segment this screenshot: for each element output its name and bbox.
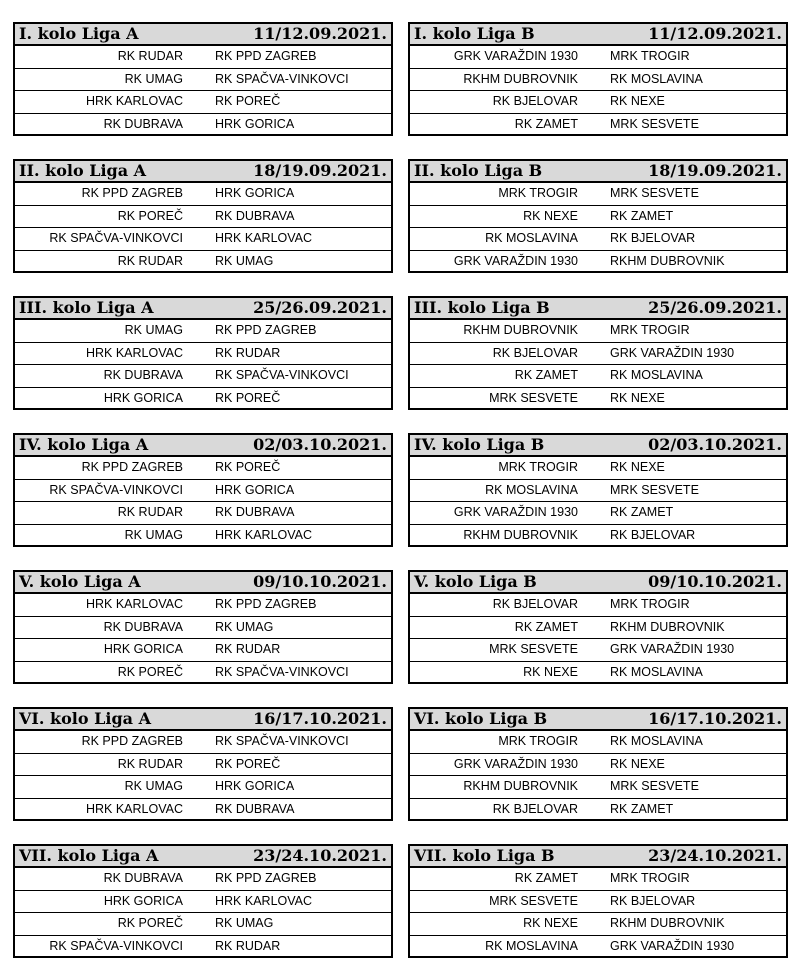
away-team: MRK SESVETE xyxy=(610,186,699,200)
away-team: RK MOSLAVINA xyxy=(610,734,703,748)
fixture-block-liga-b-1 xyxy=(408,22,788,136)
match-row xyxy=(410,343,786,366)
away-team: RK NEXE xyxy=(610,756,665,771)
match-row xyxy=(410,46,786,69)
away-team: MRK SESVETE xyxy=(610,779,699,793)
round-title: VII. kolo Liga B xyxy=(414,846,555,865)
away-team: RK BJELOVAR xyxy=(610,527,696,542)
away-team: RK RUDAR xyxy=(215,642,281,656)
match-row xyxy=(15,662,391,685)
home-team: HRK KARLOVAC xyxy=(85,801,183,816)
home-team: HRK GORICA xyxy=(103,390,183,405)
home-team: RK POREČ xyxy=(117,916,183,930)
round-title: V. kolo Liga B xyxy=(414,572,537,591)
away-team: RK PPD ZAGREB xyxy=(215,49,317,63)
home-team: RK BJELOVAR xyxy=(492,345,578,360)
match-row xyxy=(15,457,391,480)
away-team: RK MOSLAVINA xyxy=(610,71,703,86)
home-team: RK NEXE xyxy=(523,208,578,223)
away-team: RK BJELOVAR xyxy=(610,893,696,908)
match-row xyxy=(15,46,391,69)
match-row xyxy=(410,480,786,503)
home-team: RK ZAMET xyxy=(514,368,578,382)
match-row xyxy=(410,183,786,206)
away-team: RK SPAČVA-VINKOVCI xyxy=(215,368,349,382)
match-row xyxy=(410,617,786,640)
round-date: 16/17.10.2021. xyxy=(648,709,782,728)
home-team: MRK SESVETE xyxy=(489,642,578,656)
away-team: MRK TROGIR xyxy=(610,871,690,885)
match-row xyxy=(15,320,391,343)
round-date: 02/03.10.2021. xyxy=(648,435,782,454)
away-team: MRK TROGIR xyxy=(610,323,690,337)
match-row xyxy=(410,91,786,114)
fixture-block-liga-b-3 xyxy=(408,296,788,410)
away-team: RK SPAČVA-VINKOVCI xyxy=(215,71,349,86)
home-team: RK UMAG xyxy=(124,323,183,337)
home-team: HRK GORICA xyxy=(103,893,183,908)
match-row xyxy=(410,365,786,388)
round-title: II. kolo Liga A xyxy=(19,161,147,180)
round-title: VI. kolo Liga B xyxy=(414,709,548,728)
match-row xyxy=(410,114,786,137)
away-team: RK NEXE xyxy=(610,390,665,405)
match-row xyxy=(15,936,391,959)
fixture-block-liga-b-4 xyxy=(408,433,788,547)
home-team: RK DUBRAVA xyxy=(103,871,183,885)
match-row xyxy=(410,388,786,411)
match-row xyxy=(15,868,391,891)
round-title: IV. kolo Liga A xyxy=(19,435,149,454)
round-header xyxy=(15,435,391,457)
round-title: II. kolo Liga B xyxy=(414,161,543,180)
away-team: RK ZAMET xyxy=(610,801,674,816)
round-header xyxy=(410,298,786,320)
home-team: GRK VARAŽDIN 1930 xyxy=(453,253,578,268)
away-team: RK NEXE xyxy=(610,460,665,474)
round-title: VI. kolo Liga A xyxy=(19,709,151,728)
match-row xyxy=(15,502,391,525)
round-date: 02/03.10.2021. xyxy=(253,435,387,454)
away-team: RK POREČ xyxy=(215,756,281,771)
fixture-block-liga-a-7 xyxy=(13,844,393,958)
home-team: RK DUBRAVA xyxy=(103,619,183,634)
away-team: MRK SESVETE xyxy=(610,482,699,497)
match-row xyxy=(410,776,786,799)
round-header xyxy=(15,161,391,183)
home-team: MRK TROGIR xyxy=(498,186,578,200)
match-row xyxy=(410,525,786,548)
match-row xyxy=(410,502,786,525)
round-title: III. kolo Liga A xyxy=(19,298,154,317)
home-team: GRK VARAŽDIN 1930 xyxy=(453,49,578,63)
match-row xyxy=(15,69,391,92)
round-header xyxy=(15,572,391,594)
home-team: RK ZAMET xyxy=(514,619,578,634)
home-team: RK DUBRAVA xyxy=(103,368,183,382)
match-row xyxy=(15,183,391,206)
home-team: RK MOSLAVINA xyxy=(485,231,578,245)
away-team: RK DUBRAVA xyxy=(215,208,295,223)
match-row xyxy=(15,480,391,503)
home-team: RK RUDAR xyxy=(117,253,183,268)
round-date: 23/24.10.2021. xyxy=(253,846,387,865)
home-team: RKHM DUBROVNIK xyxy=(463,779,578,793)
round-header xyxy=(410,161,786,183)
round-title: IV. kolo Liga B xyxy=(414,435,545,454)
match-row xyxy=(15,594,391,617)
home-team: RK MOSLAVINA xyxy=(485,482,578,497)
match-row xyxy=(410,662,786,685)
round-header xyxy=(15,298,391,320)
away-team: RK NEXE xyxy=(610,94,665,108)
round-header xyxy=(410,846,786,868)
round-date: 09/10.10.2021. xyxy=(253,572,387,591)
home-team: RK SPAČVA-VINKOVCI xyxy=(49,231,183,245)
home-team: MRK SESVETE xyxy=(489,893,578,908)
round-title: I. kolo Liga B xyxy=(414,24,535,43)
round-header xyxy=(410,24,786,46)
match-row xyxy=(15,799,391,822)
round-title: III. kolo Liga B xyxy=(414,298,550,317)
home-team: RK SPAČVA-VINKOVCI xyxy=(49,938,183,953)
match-row xyxy=(15,525,391,548)
match-row xyxy=(15,639,391,662)
match-row xyxy=(15,913,391,936)
away-team: RK ZAMET xyxy=(610,505,674,519)
match-row xyxy=(15,891,391,914)
home-team: HRK KARLOVAC xyxy=(85,345,183,360)
fixture-block-liga-b-6 xyxy=(408,707,788,821)
away-team: RK MOSLAVINA xyxy=(610,664,703,679)
match-row xyxy=(15,388,391,411)
away-team: HRK GORICA xyxy=(215,482,295,497)
match-row xyxy=(410,868,786,891)
match-row xyxy=(15,365,391,388)
home-team: RK DUBRAVA xyxy=(103,116,183,131)
match-row xyxy=(410,206,786,229)
away-team: RK DUBRAVA xyxy=(215,801,295,816)
away-team: RK SPAČVA-VINKOVCI xyxy=(215,734,349,748)
round-date: 25/26.09.2021. xyxy=(648,298,782,317)
home-team: MRK TROGIR xyxy=(498,734,578,748)
away-team: RKHM DUBROVNIK xyxy=(610,619,725,634)
match-row xyxy=(410,936,786,959)
away-team: RKHM DUBROVNIK xyxy=(610,253,725,268)
home-team: RK ZAMET xyxy=(514,116,578,131)
away-team: GRK VARAŽDIN 1930 xyxy=(610,642,735,656)
away-team: HRK GORICA xyxy=(215,779,295,793)
round-date: 25/26.09.2021. xyxy=(253,298,387,317)
round-date: 18/19.09.2021. xyxy=(253,161,387,180)
home-team: RKHM DUBROVNIK xyxy=(463,71,578,86)
round-title: V. kolo Liga A xyxy=(19,572,141,591)
away-team: RK MOSLAVINA xyxy=(610,368,703,382)
home-team: RKHM DUBROVNIK xyxy=(463,527,578,542)
round-header xyxy=(410,572,786,594)
match-row xyxy=(410,69,786,92)
match-row xyxy=(410,731,786,754)
match-row xyxy=(15,343,391,366)
away-team: RK POREČ xyxy=(215,94,281,108)
home-team: RK PPD ZAGREB xyxy=(81,186,183,200)
fixture-block-liga-a-1 xyxy=(13,22,393,136)
away-team: RK PPD ZAGREB xyxy=(215,597,317,611)
home-team: RK BJELOVAR xyxy=(492,597,578,611)
home-team: HRK GORICA xyxy=(103,642,183,656)
round-date: 09/10.10.2021. xyxy=(648,572,782,591)
home-team: RK PPD ZAGREB xyxy=(81,734,183,748)
home-team: GRK VARAŽDIN 1930 xyxy=(453,505,578,519)
away-team: RK BJELOVAR xyxy=(610,231,696,245)
round-title: VII. kolo Liga A xyxy=(19,846,159,865)
home-team: RK POREČ xyxy=(117,208,183,223)
match-row xyxy=(15,228,391,251)
home-team: RK RUDAR xyxy=(117,505,183,519)
home-team: RK POREČ xyxy=(117,664,183,679)
away-team: MRK TROGIR xyxy=(610,597,690,611)
match-row xyxy=(15,91,391,114)
away-team: RK ZAMET xyxy=(610,208,674,223)
away-team: RK POREČ xyxy=(215,460,281,474)
away-team: RKHM DUBROVNIK xyxy=(610,916,725,930)
away-team: HRK KARLOVAC xyxy=(215,231,313,245)
home-team: RKHM DUBROVNIK xyxy=(463,323,578,337)
away-team: RK PPD ZAGREB xyxy=(215,323,317,337)
match-row xyxy=(410,320,786,343)
away-team: RK RUDAR xyxy=(215,345,281,360)
match-row xyxy=(410,228,786,251)
match-row xyxy=(15,754,391,777)
home-team: RK BJELOVAR xyxy=(492,94,578,108)
home-team: RK UMAG xyxy=(124,71,183,86)
away-team: RK UMAG xyxy=(215,619,274,634)
home-team: MRK SESVETE xyxy=(489,390,578,405)
away-team: HRK GORICA xyxy=(215,116,295,131)
round-date: 11/12.09.2021. xyxy=(253,24,387,43)
match-row xyxy=(15,776,391,799)
away-team: RK POREČ xyxy=(215,390,281,405)
home-team: RK BJELOVAR xyxy=(492,801,578,816)
match-row xyxy=(410,799,786,822)
round-title: I. kolo Liga A xyxy=(19,24,139,43)
home-team: RK UMAG xyxy=(124,779,183,793)
home-team: RK SPAČVA-VINKOVCI xyxy=(49,482,183,497)
fixture-block-liga-a-5 xyxy=(13,570,393,684)
match-row xyxy=(15,114,391,137)
fixture-block-liga-b-7 xyxy=(408,844,788,958)
round-header xyxy=(410,435,786,457)
home-team: RK MOSLAVINA xyxy=(485,938,578,953)
away-team: HRK KARLOVAC xyxy=(215,893,313,908)
home-team: RK RUDAR xyxy=(117,756,183,771)
round-date: 23/24.10.2021. xyxy=(648,846,782,865)
away-team: RK PPD ZAGREB xyxy=(215,871,317,885)
match-row xyxy=(410,594,786,617)
round-date: 18/19.09.2021. xyxy=(648,161,782,180)
round-header xyxy=(15,24,391,46)
match-row xyxy=(410,913,786,936)
match-row xyxy=(15,251,391,274)
home-team: GRK VARAŽDIN 1930 xyxy=(453,756,578,771)
match-row xyxy=(410,754,786,777)
away-team: HRK KARLOVAC xyxy=(215,527,313,542)
away-team: MRK SESVETE xyxy=(610,116,699,131)
away-team: GRK VARAŽDIN 1930 xyxy=(610,345,735,360)
match-row xyxy=(15,206,391,229)
home-team: MRK TROGIR xyxy=(498,460,578,474)
round-date: 16/17.10.2021. xyxy=(253,709,387,728)
match-row xyxy=(410,457,786,480)
match-row xyxy=(410,251,786,274)
fixture-block-liga-a-6 xyxy=(13,707,393,821)
fixture-block-liga-a-4 xyxy=(13,433,393,547)
round-header xyxy=(410,709,786,731)
home-team: RK UMAG xyxy=(124,527,183,542)
fixture-block-liga-a-3 xyxy=(13,296,393,410)
away-team: MRK TROGIR xyxy=(610,49,690,63)
match-row xyxy=(15,617,391,640)
match-row xyxy=(410,891,786,914)
home-team: RK ZAMET xyxy=(514,871,578,885)
away-team: RK RUDAR xyxy=(215,938,281,953)
away-team: HRK GORICA xyxy=(215,186,295,200)
home-team: RK PPD ZAGREB xyxy=(81,460,183,474)
away-team: RK UMAG xyxy=(215,916,274,930)
away-team: RK DUBRAVA xyxy=(215,505,295,519)
match-row xyxy=(15,731,391,754)
fixture-block-liga-b-5 xyxy=(408,570,788,684)
round-header xyxy=(15,846,391,868)
away-team: RK SPAČVA-VINKOVCI xyxy=(215,664,349,679)
home-team: HRK KARLOVAC xyxy=(85,94,183,108)
round-date: 11/12.09.2021. xyxy=(648,24,782,43)
fixture-block-liga-b-2 xyxy=(408,159,788,273)
fixture-block-liga-a-2 xyxy=(13,159,393,273)
round-header xyxy=(15,709,391,731)
away-team: RK UMAG xyxy=(215,253,274,268)
home-team: RK NEXE xyxy=(523,664,578,679)
match-row xyxy=(410,639,786,662)
home-team: HRK KARLOVAC xyxy=(85,597,183,611)
away-team: GRK VARAŽDIN 1930 xyxy=(610,938,735,953)
home-team: RK NEXE xyxy=(523,916,578,930)
home-team: RK RUDAR xyxy=(117,49,183,63)
